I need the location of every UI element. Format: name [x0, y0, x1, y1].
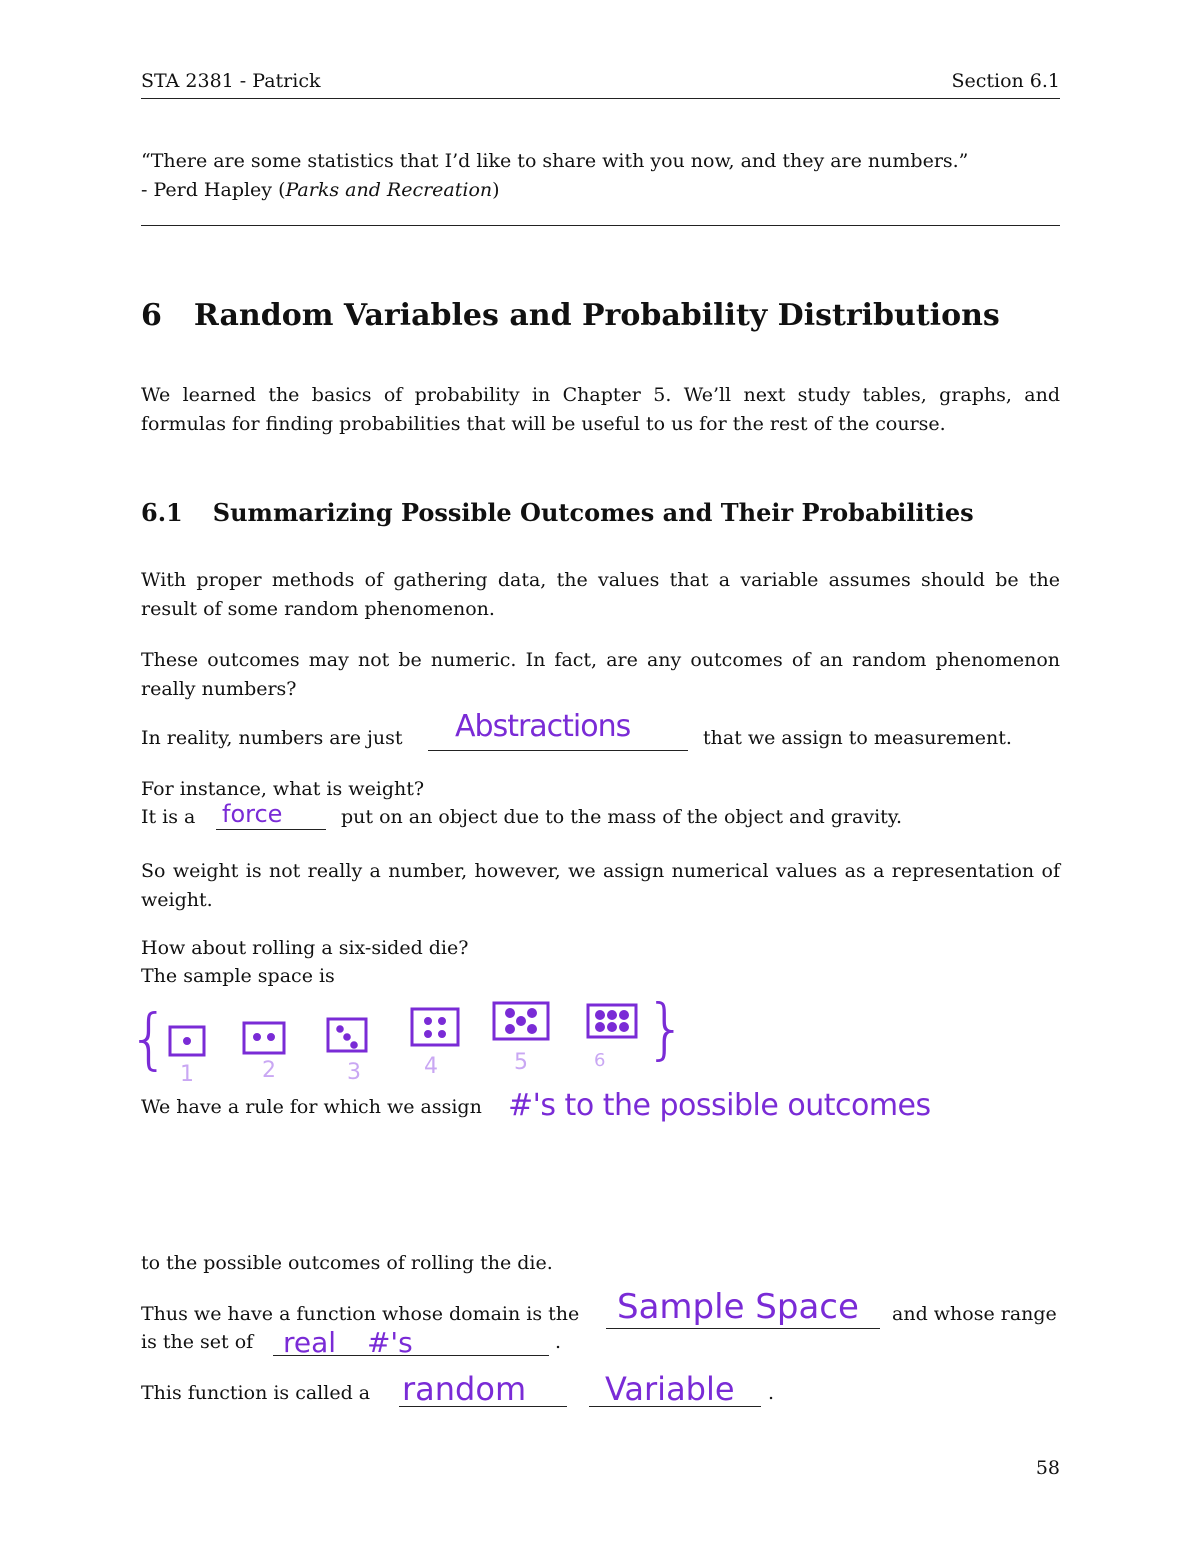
called-before: This function is called a: [141, 1382, 371, 1404]
die-label-6: 6: [594, 1050, 606, 1071]
die-face-5-icon: [494, 1003, 548, 1039]
epigraph-quote: “There are some statistics that I’d like to share with you now, and they are numbers.”: [141, 150, 969, 172]
handwritten-force: force: [222, 800, 283, 828]
chapter-heading: [141, 298, 1000, 333]
weight-before: It is a: [141, 806, 196, 828]
die-face-2-icon: [244, 1023, 284, 1053]
brace-close: }: [645, 990, 687, 1067]
section-heading: [141, 498, 974, 527]
chapter-title: Random Variables and Probability Distributions: [193, 298, 1000, 333]
die-face-3-icon: [328, 1019, 366, 1051]
weight-after: put on an object due to the mass of the object and gravity.: [341, 806, 903, 828]
reality-after: that we assign to measurement.: [703, 727, 1012, 749]
weight-question: For instance, what is weight?: [141, 778, 425, 800]
running-header-left: STA 2381 - Patrick: [141, 70, 321, 92]
die-label-1: 1: [180, 1062, 194, 1087]
force-blank: [216, 829, 326, 830]
die-face-4-icon: [412, 1009, 458, 1045]
attribution-source: Parks and Recreation: [285, 179, 493, 201]
die-face-6-icon: [588, 1005, 636, 1037]
die-label-3: 3: [347, 1060, 361, 1085]
running-header-right: Section 6.1: [951, 70, 1060, 92]
die-face-1-icon: [170, 1027, 204, 1055]
paragraph-random-phenomenon: With proper methods of gathering data, the values that a variable assumes should be the result of some random phenomenon.: [141, 569, 1060, 620]
handwritten-abstractions: Abstractions: [455, 709, 631, 744]
die-question: How about rolling a six-sided die?: [141, 937, 469, 959]
rule-text: We have a rule for which we assign: [141, 1096, 482, 1118]
function-period: .: [555, 1331, 562, 1353]
die-label-4: 4: [424, 1054, 438, 1079]
reality-blank: [428, 750, 688, 751]
handwritten-random: random: [402, 1370, 527, 1408]
sample-space-label: The sample space is: [141, 965, 335, 987]
intro-paragraph: We learned the basics of probability in Chapter 5. We’ll next study tables, graphs, and formulas for finding probabilities that will be useful to us for the rest of the course.: [141, 384, 1060, 435]
header-rule: [141, 98, 1060, 99]
domain-blank: [606, 1328, 880, 1329]
quote-rule: [141, 225, 1060, 226]
epigraph-attribution: [141, 179, 500, 201]
attribution-prefix: - Perd Hapley (: [141, 179, 286, 201]
brace-open: {: [128, 1000, 170, 1077]
handwritten-sample-space: Sample Space: [617, 1287, 859, 1327]
handwritten-real: real #'s: [283, 1326, 413, 1359]
die-label-2: 2: [262, 1058, 276, 1083]
function-line2: is the set of: [141, 1331, 254, 1353]
function-before: Thus we have a function whose domain is the: [141, 1303, 580, 1325]
handwritten-variable: Variable: [605, 1370, 735, 1408]
section-title: Summarizing Possible Outcomes and Their Probabilities: [212, 498, 974, 527]
section-number: 6.1: [141, 498, 183, 527]
chapter-number: 6: [141, 298, 162, 333]
reality-before: In reality, numbers are just: [141, 727, 403, 749]
die-label-5: 5: [514, 1050, 528, 1075]
paragraph-outcomes-numeric: These outcomes may not be numeric. In fact, are any outcomes of an random phenomenon really numbers?: [141, 649, 1060, 700]
attribution-suffix: ): [492, 179, 500, 201]
rule-end-text: to the possible outcomes of rolling the die.: [141, 1252, 553, 1274]
handwritten-rule-answer: #'s to the possible outcomes: [508, 1088, 931, 1123]
function-mid: and whose range: [892, 1303, 1057, 1325]
paragraph-weight-number: So weight is not really a number, however, we assign numerical values as a representation of weight.: [141, 860, 1060, 911]
dice-faces-drawing: [160, 995, 660, 1065]
page-number: 58: [1035, 1457, 1060, 1479]
called-period: .: [768, 1382, 775, 1404]
